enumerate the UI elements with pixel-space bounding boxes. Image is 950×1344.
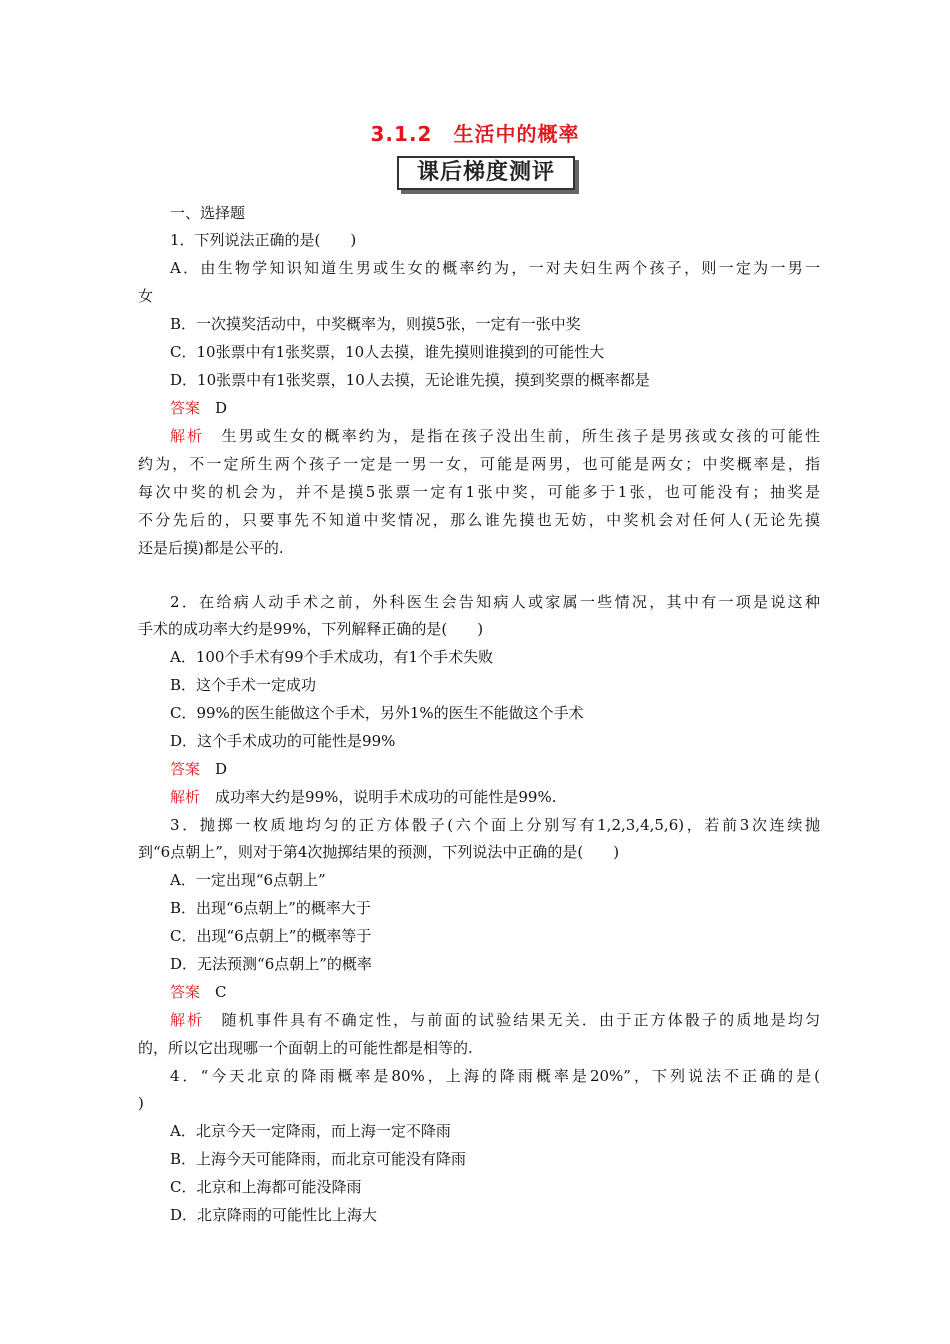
answer-label: 答案 [170,399,201,417]
q1-analysis-line [170,423,820,451]
q3-option-a: A．一定出现“6点朝上” [170,871,326,889]
answer-value: D [215,760,228,778]
analysis-text: 成功率大约是99%，说明手术成功的可能性是99%. [215,788,557,806]
answer-label: 答案 [170,983,201,1001]
q4-option-a: A．北京今天一定降雨，而上海一定不降雨 [170,1122,451,1140]
section-banner: 课后梯度测评 [397,156,575,190]
analysis-label: 解析 [170,788,201,806]
q2-stem: 2．在给病人动手术之前，外科医生会告知病人或家属一些情况，其中有一项是说这种 [170,593,820,611]
q3-answer [170,979,227,1007]
answer-value: C [215,983,227,1001]
q1-answer [170,395,227,423]
q3-stem-cont: 到“6点朝上”，则对于第4次抛掷结果的预测，下列说法中正确的是( ) [138,843,620,861]
q4-option-b: B．上海今天可能降雨，而北京可能没有降雨 [170,1150,467,1168]
answer-label: 答案 [170,760,201,778]
q1-stem: 1．下列说法正确的是( ) [170,231,357,249]
q1-analysis-line: 不分先后的，只要事先不知道中奖情况，那么谁先摸也无妨，中奖机会对任何人(无论先摸 [138,511,820,529]
answer-value: D [215,399,228,417]
q1-analysis-line: 每次中奖的机会为，并不是摸5张票一定有1张中奖，可能多于1张，也可能没有；抽奖是 [138,483,820,501]
q4-stem: 4．“今天北京的降雨概率是80%，上海的降雨概率是20%”，下列说法不正确的是( [170,1067,820,1085]
q4-option-d: D．北京降雨的可能性比上海大 [170,1206,378,1224]
q3-stem: 3．抛掷一枚质地均匀的正方体骰子(六个面上分别写有1,2,3,4,5,6)，若前3次连续抛 [170,816,820,834]
q2-option-a: A．100个手术有99个手术成功，有1个手术失败 [170,648,494,666]
q1-option-a: A．由生物学知识知道生男或生女的概率约为，一对夫妇生两个孩子，则一定为一男一 [170,259,820,277]
q2-stem-cont: 手术的成功率大约是99%，下列解释正确的是( ) [138,620,484,638]
q2-option-c: C．99%的医生能做这个手术，另外1%的医生不能做这个手术 [170,704,584,722]
q1-option-a-cont: 女 [138,287,154,305]
q1-option-c: C．10张票中有1张奖票，10人去摸，谁先摸则谁摸到的可能性大 [170,343,605,361]
q1-option-b: B．一次摸奖活动中，中奖概率为，则摸5张，一定有一张中奖 [170,315,581,333]
q3-option-d: D．无法预测“6点朝上”的概率 [170,955,372,973]
section-heading: 一、选择题 [170,204,246,222]
q2-option-d: D．这个手术成功的可能性是99% [170,732,396,750]
q2-analysis-line [170,784,556,812]
q4-option-c: C．北京和上海都可能没降雨 [170,1178,362,1196]
q2-option-b: B．这个手术一定成功 [170,676,317,694]
q3-option-c: C．出现“6点朝上”的概率等于 [170,927,372,945]
analysis-text: 随机事件具有不确定性，与前面的试验结果无关．由于正方体骰子的质地是均匀 [221,1011,820,1029]
q1-analysis-line: 还是后摸)都是公平的. [138,539,284,557]
q4-stem-cont: ) [138,1094,144,1112]
analysis-text: 生男或生女的概率约为，是指在孩子没出生前，所生孩子是男孩或女孩的可能性 [221,427,820,445]
q1-option-d: D．10张票中有1张奖票，10人去摸，无论谁先摸，摸到奖票的概率都是 [170,371,650,389]
q3-option-b: B．出现“6点朝上”的概率大于 [170,899,371,917]
q3-analysis-line: 的，所以它出现哪一个面朝上的可能性都是相等的. [138,1039,473,1057]
page-title: 3.1.2 生活中的概率 [370,122,580,146]
q2-answer [170,756,227,784]
q1-analysis-line: 约为，不一定所生两个孩子一定是一男一女，可能是两男，也可能是两女；中奖概率是，指 [138,455,820,473]
q3-analysis-line [170,1007,820,1035]
analysis-label: 解析 [170,1011,205,1029]
analysis-label: 解析 [170,427,205,445]
